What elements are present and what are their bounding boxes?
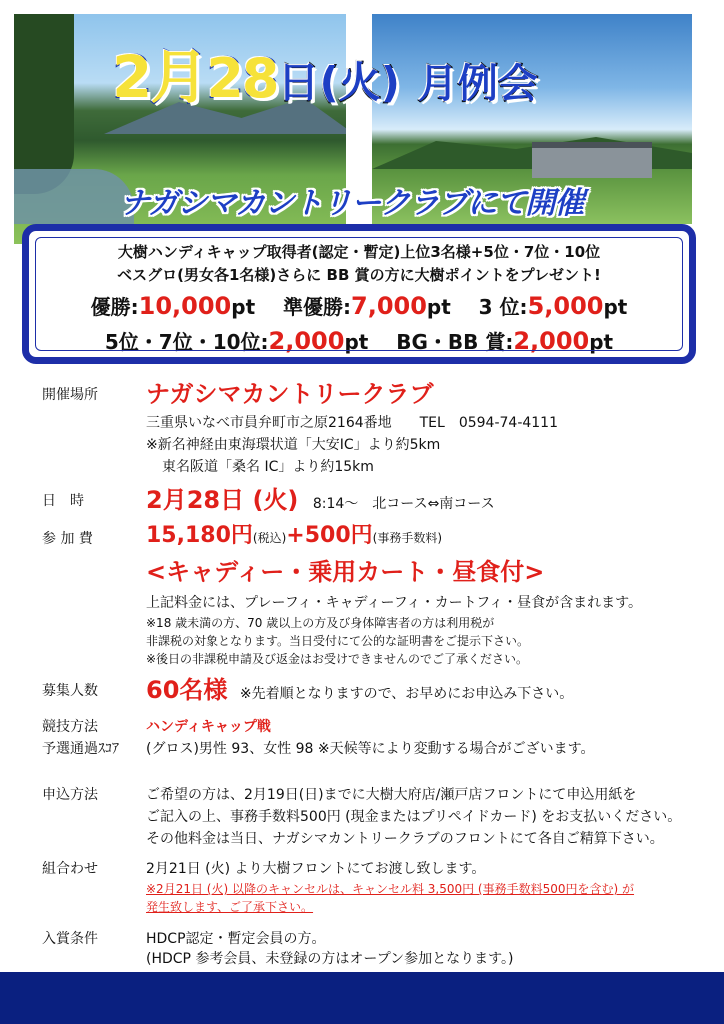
- pond-shape: [14, 169, 134, 224]
- runner-up-points: 7,000: [351, 292, 427, 320]
- places-pt: pt: [344, 330, 369, 354]
- places-points: 2,000: [268, 327, 345, 355]
- capacity-value: 60名様: [146, 676, 228, 704]
- venue-label: 開催場所: [42, 387, 98, 403]
- trees-shape: [14, 14, 74, 194]
- pairing-line-3: 発生致します、ご了承下さい。: [146, 900, 314, 914]
- capacity-note: ※先着順となりますので、お早めにお申込み下さい。: [239, 686, 574, 702]
- runner-up-label: 準優勝:: [283, 295, 351, 319]
- winner-pt: pt: [231, 295, 256, 319]
- venue-access-2: 東名阪道「桑名 IC」より約15km: [162, 459, 374, 475]
- fee-includes: <キャディー・乗用カート・昼食付>: [146, 558, 545, 586]
- points-box-inner-border: [35, 237, 683, 351]
- headline-weekday: 日(火): [277, 58, 400, 107]
- capacity-row: [146, 670, 573, 705]
- apply-line-2: ご記入の上、事務手数料500円 (現金またはプリペイドカード) をお支払いください。: [146, 809, 682, 825]
- pairing-line-1: 2月21日 (火) より大樹フロントにてお渡し致します。: [146, 861, 486, 877]
- apply-label: 申込方法: [42, 787, 98, 803]
- points-box-line1: 大樹ハンディキャップ取得者(認定・暫定)上位3名様+5位・7位・10位: [117, 243, 601, 261]
- apply-line-1: ご希望の方は、2月19日(日)までに大樹大府店/瀬戸店フロントにて申込用紙を: [146, 787, 637, 803]
- prize-label: 入賞条件: [42, 931, 98, 947]
- headline-event-name: 月例会: [417, 61, 538, 107]
- prize-line-2: (HDCP 参考会員、未登録の方はオープン参加となります。): [146, 951, 514, 967]
- pairing-label: 組合わせ: [42, 861, 98, 877]
- third-points: 5,000: [527, 292, 604, 320]
- event-headline: [112, 30, 538, 114]
- fee-admin-note: (事務手数料): [372, 531, 443, 545]
- fee-admin: 500円: [304, 523, 373, 548]
- venue-banner: ナガシマカントリークラブにて開催: [120, 186, 584, 221]
- bgbb-pt: pt: [589, 330, 614, 354]
- fee-note-3: 非課税の対象となります。当日受付にて公的な証明書をご提示下さい。: [146, 634, 530, 648]
- headline-month: 2月: [112, 43, 207, 111]
- fee-value: 15,180円: [146, 523, 253, 548]
- qualify-value: (グロス)男性 93、女性 98 ※天候等により変動する場合がございます。: [146, 741, 595, 757]
- venue-access-1: ※新名神経由東海環状道「大安IC」より約5km: [146, 437, 441, 453]
- headline-day: 28: [206, 47, 278, 110]
- bgbb-label: BG・BB 賞:: [396, 330, 514, 354]
- clubhouse-shape: [532, 142, 652, 178]
- third-label: 3 位:: [478, 295, 528, 319]
- method-value: ハンディキャップ戦: [146, 719, 271, 735]
- fee-note-4: ※後日の非課税申請及び返金はお受けできませんのでご了承ください。: [146, 652, 529, 666]
- date-extra: 8:14～ 北コース⇔南コース: [312, 496, 495, 512]
- prize-line-1: HDCP認定・暫定会員の方。: [146, 931, 326, 947]
- bgbb-points: 2,000: [513, 327, 590, 355]
- venue-address: 三重県いなべ市員弁町市之原2164番地 TEL 0594-74-4111: [146, 415, 559, 431]
- venue-name: ナガシマカントリークラブ: [146, 380, 434, 408]
- winner-points: 10,000: [138, 292, 232, 320]
- winner-label: 優勝:: [90, 295, 139, 319]
- places-label: 5位・7位・10位:: [104, 330, 269, 354]
- fee-note-1: 上記料金には、プレーフィ・キャディーフィ・カートフィ・昼食が含まれます。: [146, 595, 643, 611]
- capacity-label: 募集人数: [42, 683, 98, 699]
- date-value: 2月28日 (火): [146, 486, 299, 514]
- date-label: 日 時: [42, 493, 84, 509]
- points-prize-box: [22, 224, 696, 364]
- runner-up-pt: pt: [426, 295, 451, 319]
- pairing-line-2: ※2月21日 (火) 以降のキャンセルは、キャンセル料 3,500円 (事務手数料500円を含む) が: [146, 882, 635, 896]
- third-pt: pt: [603, 295, 628, 319]
- method-label: 競技方法: [42, 719, 98, 735]
- fee-label: 参 加 費: [42, 531, 93, 547]
- points-box-line2: ベスグロ(男女各1名様)さらに BB 賞の方に大樹ポイントをプレゼント!: [117, 266, 601, 284]
- date-row: [146, 480, 495, 515]
- fee-note-2: ※18 歳未満の方、70 歳以上の方及び身体障害者の方は利用税が: [146, 616, 495, 630]
- fee-row: [146, 518, 442, 549]
- footer-bar: [0, 972, 724, 1024]
- apply-line-3: その他料金は当日、ナガシマカントリークラブのフロントにて各自ご精算下さい。: [146, 831, 664, 847]
- fee-tax: (税込): [252, 531, 287, 545]
- qualify-label: 予選通過ｽｺｱ: [42, 741, 119, 757]
- fee-plus: +: [286, 523, 305, 548]
